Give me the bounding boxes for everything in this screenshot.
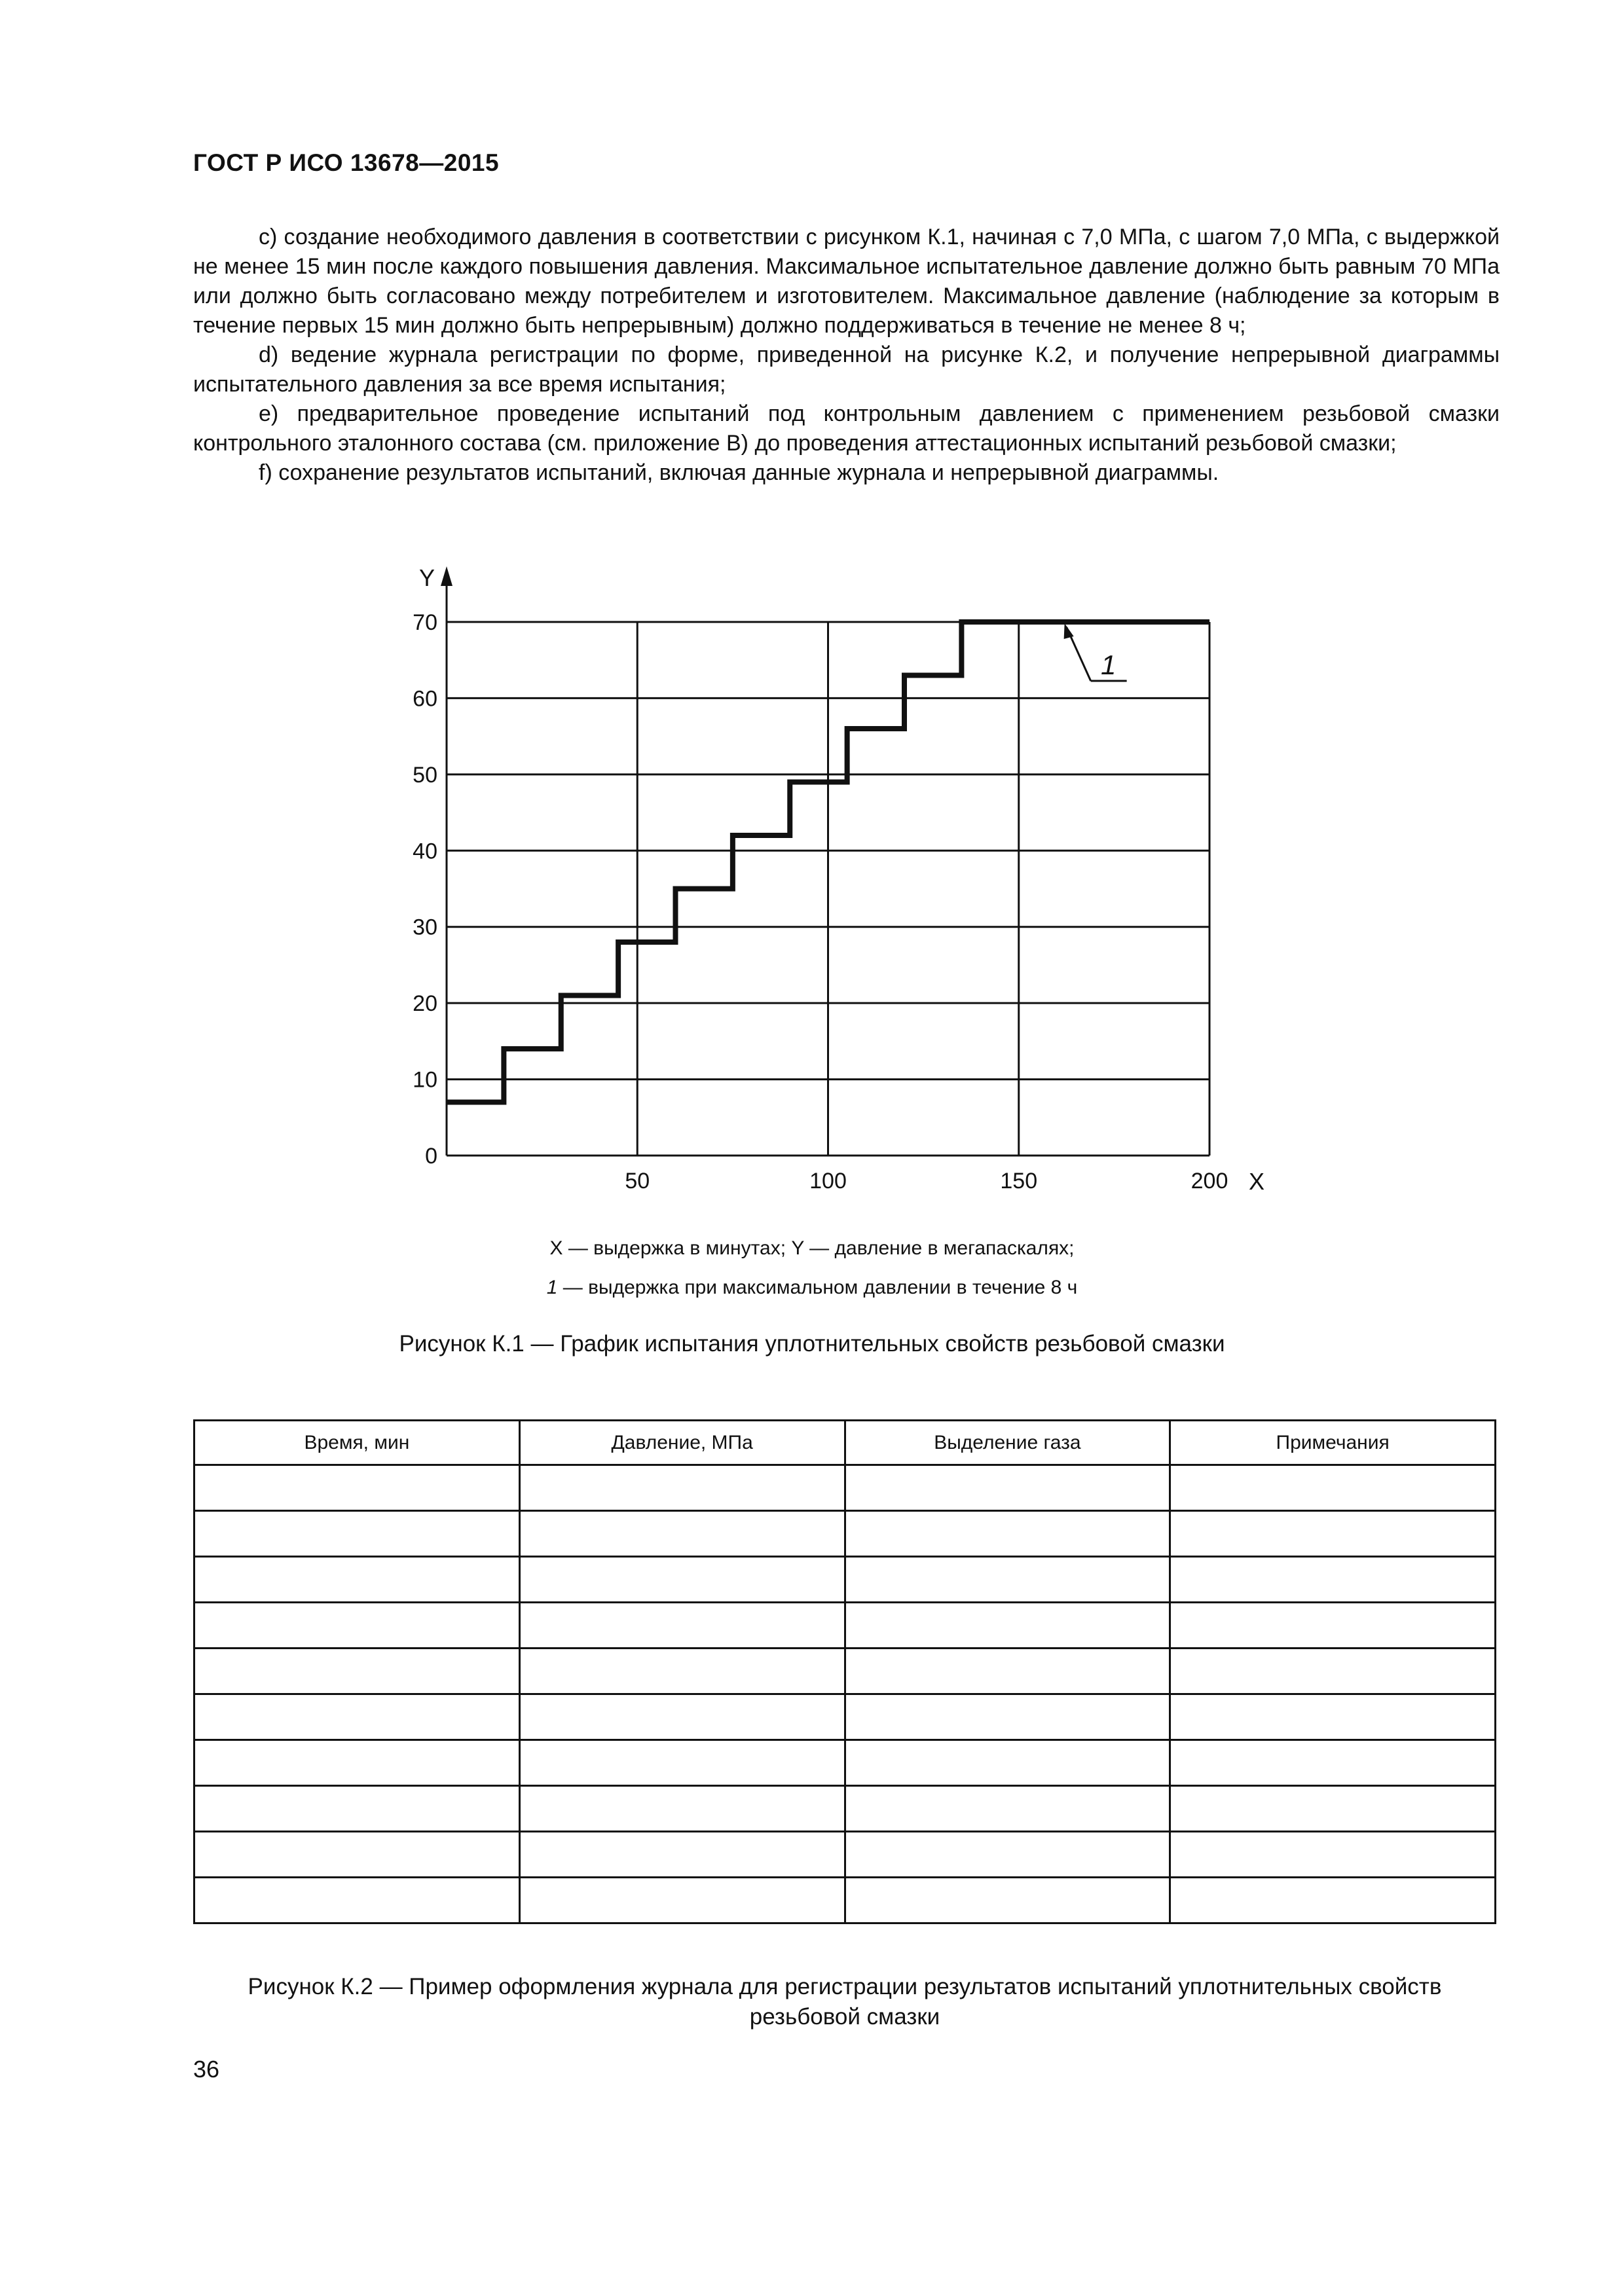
journal-cell [1170, 1878, 1496, 1923]
journal-cell [194, 1786, 520, 1832]
journal-row [194, 1786, 1496, 1832]
journal-cell [845, 1878, 1170, 1923]
journal-cell [194, 1832, 520, 1878]
journal-cell [519, 1511, 845, 1557]
journal-cell [845, 1694, 1170, 1740]
header-notes: Примечания [1170, 1421, 1496, 1465]
figure-k2-caption: Рисунок К.2 — Пример оформления журнала для регистрации результатов испытаний уплотнительных свойств резьбовой смазки [248, 1974, 1442, 2030]
y-tick-label: 20 [413, 991, 437, 1017]
journal-row [194, 1878, 1496, 1923]
body-text [193, 223, 1500, 488]
header-gas: Выделение газа [845, 1421, 1170, 1465]
journal-cell [1170, 1603, 1496, 1649]
journal-cell [845, 1557, 1170, 1603]
journal-cell [1170, 1740, 1496, 1786]
x-tick-label: 200 [1190, 1169, 1228, 1194]
pressure-chart [367, 556, 1316, 1231]
x-tick-label: 50 [625, 1169, 650, 1194]
journal-cell [1170, 1832, 1496, 1878]
journal-cell [194, 1740, 520, 1786]
header-time: Время, мин [194, 1421, 520, 1465]
x-tick-label: 150 [1000, 1169, 1038, 1194]
y-tick-label: 10 [413, 1067, 437, 1093]
journal-cell [519, 1740, 845, 1786]
journal-cell [845, 1465, 1170, 1511]
page-number: 36 [193, 2056, 220, 2083]
y-axis-label: Y [418, 564, 435, 591]
x-axis-label: X [1248, 1168, 1265, 1195]
journal-cell [519, 1694, 845, 1740]
paragraph-f: f) сохранение результатов испытаний, включая данные журнала и непрерывной диаграммы. [259, 460, 1219, 485]
journal-cell [194, 1649, 520, 1694]
header-pressure: Давление, МПа [519, 1421, 845, 1465]
journal-row [194, 1511, 1496, 1557]
pressure-chart-svg [367, 556, 1316, 1231]
x-tick-label: 100 [809, 1169, 847, 1194]
journal-cell [519, 1465, 845, 1511]
journal-cell [845, 1649, 1170, 1694]
paragraph-d: d) ведение журнала регистрации по форме, приведенной на рисунке К.2, и получение непрерывной диаграммы испытательного давления за все время испытания; [193, 342, 1500, 397]
journal-cell [845, 1740, 1170, 1786]
journal-row [194, 1694, 1496, 1740]
journal-cell [519, 1832, 845, 1878]
journal-cell [194, 1603, 520, 1649]
y-tick-label: 40 [413, 839, 437, 864]
y-tick-label: 50 [413, 762, 437, 788]
annotation-arrowhead [1064, 623, 1074, 639]
journal-row [194, 1832, 1496, 1878]
journal-table [193, 1419, 1496, 1924]
journal-cell [1170, 1786, 1496, 1832]
y-axis-arrow [441, 566, 452, 586]
journal-cell [845, 1832, 1170, 1878]
chart-legend-annotation [0, 1277, 1624, 1299]
journal-cell [1170, 1465, 1496, 1511]
journal-row [194, 1557, 1496, 1603]
journal-cell [1170, 1511, 1496, 1557]
journal-body [194, 1465, 1496, 1923]
annotation-number: 1 [546, 1277, 558, 1298]
journal-row [194, 1465, 1496, 1511]
document-header: ГОСТ Р ИСО 13678—2015 [193, 149, 500, 176]
y-tick-label: 30 [413, 915, 437, 940]
journal-cell [519, 1649, 845, 1694]
journal-row [194, 1603, 1496, 1649]
journal-cell [194, 1694, 520, 1740]
journal-cell [845, 1603, 1170, 1649]
journal-header-row [194, 1421, 1496, 1465]
journal-cell [194, 1557, 520, 1603]
journal-cell [1170, 1694, 1496, 1740]
paragraph-e: e) предварительное проведение испытаний под контрольным давлением с применением резьбовой смазки контрольного эталонного состава (см. приложение В) до проведения аттестационных испытаний резьбовой смазки; [193, 401, 1500, 456]
journal-cell [1170, 1649, 1496, 1694]
annotation-text: — выдержка при максимальном давлении в течение 8 ч [557, 1277, 1078, 1298]
y-tick-label: 70 [413, 610, 437, 635]
journal-cell [845, 1786, 1170, 1832]
origin-label: 0 [425, 1144, 437, 1169]
figure-k1-caption: Рисунок К.1 — График испытания уплотнительных свойств резьбовой смазки [399, 1331, 1225, 1357]
journal-cell [519, 1557, 845, 1603]
journal-cell [1170, 1557, 1496, 1603]
journal-cell [194, 1465, 520, 1511]
journal-row [194, 1649, 1496, 1694]
y-tick-label: 60 [413, 686, 437, 712]
chart-legend-axes: X — выдержка в минутах; Y — давление в мегапаскалях; [549, 1237, 1075, 1259]
journal-cell [519, 1878, 845, 1923]
journal-cell [519, 1603, 845, 1649]
annotation-label: 1 [1100, 649, 1116, 680]
journal-row [194, 1740, 1496, 1786]
journal-cell [194, 1511, 520, 1557]
paragraph-c: c) создание необходимого давления в соответствии с рисунком К.1, начиная с 7,0 МПа, с шагом 7,0 МПа, с выдержкой не менее 15 мин после каждого повышения давления. Максимальное испытательное давление должно быть равным 70 МПа или должно быть согласовано между потребителем и изготовителем. Максимальное давление (наблюдение за которым в течение первых 15 мин должно быть непрерывным) должно поддерживаться в течение не менее 8 ч; [193, 225, 1500, 338]
journal-cell [194, 1878, 520, 1923]
journal-cell [519, 1786, 845, 1832]
journal-cell [845, 1511, 1170, 1557]
